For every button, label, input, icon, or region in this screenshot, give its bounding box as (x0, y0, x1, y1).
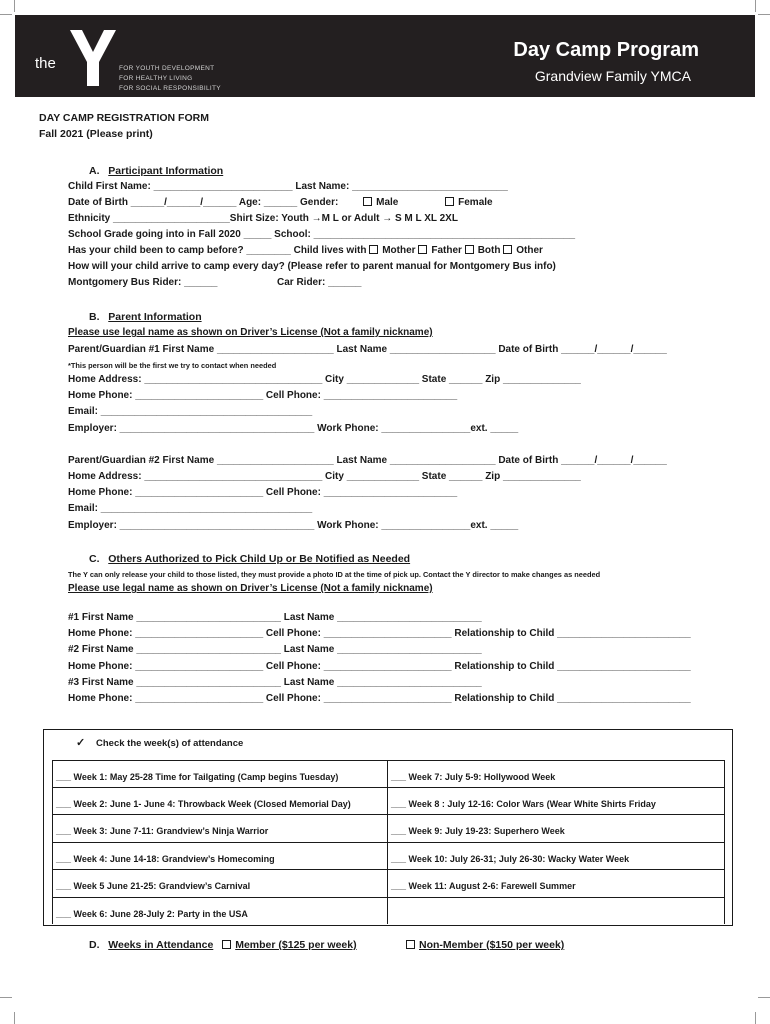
week-option[interactable]: ___ Week 3: June 7-11: Grandview’s Ninja Warrior (52, 814, 387, 842)
lives-with-mother[interactable]: Mother (369, 245, 415, 256)
week-option-empty (387, 897, 724, 925)
checkbox-icon[interactable] (369, 245, 378, 254)
dob-age-gender-line[interactable] (68, 197, 493, 209)
bus-rider-field[interactable]: Montgomery Bus Rider: ______ (68, 277, 218, 288)
nonmember-option[interactable]: Non-Member ($150 per week) (406, 939, 564, 951)
week-option[interactable]: ___ Week 11: August 2-6: Farewell Summer (387, 869, 724, 897)
crop-mark (14, 0, 15, 12)
guardian2-name-line[interactable]: Parent/Guardian #2 First Name _____________________ Last Name ___________________ Date of Birth ______/______/______ (68, 455, 667, 466)
member-option[interactable]: Member ($125 per week) (222, 939, 356, 951)
weeks-instruction: Check the week(s) of attendance (96, 738, 244, 749)
guardian2-employer-line[interactable]: Employer: ___________________________________ Work Phone: ________________ext. _____ (68, 520, 519, 531)
crop-mark (755, 1012, 756, 1024)
child-name-line[interactable]: Child First Name: _________________________ Last Name: ____________________________ (68, 181, 508, 192)
tagline-line: FOR YOUTH DEVELOPMENT (119, 65, 215, 72)
header-banner (15, 15, 755, 97)
guardian1-address-line[interactable]: Home Address: ________________________________ City _____________ State ______ Zip ______________ (68, 374, 581, 385)
checkbox-icon[interactable] (445, 197, 454, 206)
checkbox-icon[interactable] (222, 940, 231, 949)
checkbox-icon[interactable] (363, 197, 372, 206)
guardian1-phone-line[interactable]: Home Phone: _______________________ Cell Phone: ________________________ (68, 390, 458, 401)
week-option[interactable]: ___ Week 1: May 25-28 Time for Tailgating (Camp begins Tuesday) (52, 760, 387, 788)
section-d-heading (89, 939, 357, 951)
guardian1-employer-line[interactable]: Employer: ___________________________________ Work Phone: ________________ext. _____ (68, 423, 519, 434)
crop-mark (14, 1012, 15, 1024)
ethnicity-shirt-line[interactable]: Ethnicity _____________________Shirt Size: Youth →M L or Adult → S M L XL 2XL (68, 213, 458, 224)
crop-mark (758, 997, 770, 998)
section-title: Others Authorized to Pick Child Up or Be Notified as Needed (108, 553, 411, 565)
lives-with-other[interactable]: Other (503, 245, 543, 256)
camp-before-text: Has your child been to camp before? ________ Child lives with (68, 245, 367, 256)
crop-mark (755, 0, 756, 12)
week-option[interactable]: ___ Week 7: July 5-9: Hollywood Week (387, 760, 724, 788)
legal-name-note: Please use legal name as shown on Driver’s License (Not a family nickname) (68, 327, 433, 338)
lives-with-both[interactable]: Both (465, 245, 501, 256)
section-letter: A. (89, 165, 100, 177)
week-option[interactable]: ___ Week 6: June 28-July 2: Party in the USA (52, 897, 387, 925)
gender-male-option[interactable]: Male (363, 197, 398, 208)
dob-line-text: Date of Birth ______/______/______ Age: ______ Gender: (68, 197, 339, 208)
section-letter: D. (89, 939, 100, 951)
guardian1-name-line[interactable]: Parent/Guardian #1 First Name _____________________ Last Name ___________________ Date of Birth ______/______/______ (68, 344, 667, 355)
legal-name-note: Please use legal name as shown on Driver’s License (Not a family nickname) (68, 583, 433, 594)
arrival-question: How will your child arrive to camp every day? (Please refer to parent manual for Montgomery Bus info) (68, 261, 556, 272)
week-option[interactable]: ___ Week 4: June 14-18: Grandview’s Homecoming (52, 842, 387, 870)
form-subtitle: Fall 2021 (Please print) (39, 128, 153, 140)
tagline-line: FOR HEALTHY LIVING (119, 75, 193, 82)
car-rider-field[interactable]: Car Rider: ______ (277, 277, 362, 288)
section-letter: C. (89, 553, 100, 565)
week-option[interactable]: ___ Week 2: June 1- June 4: Throwback Week (Closed Memorial Day) (52, 787, 387, 815)
guardian1-email-line[interactable]: Email: ______________________________________ (68, 406, 313, 417)
contact3-phone-line[interactable]: Home Phone: _______________________ Cell Phone: _______________________ Relationship to Child ________________________ (68, 693, 691, 704)
section-title: Weeks in Attendance (108, 939, 214, 951)
contact3-name-line[interactable]: #3 First Name __________________________ Last Name __________________________ (68, 677, 482, 688)
section-a-heading (89, 165, 223, 177)
crop-mark (758, 14, 770, 15)
checkmark-icon: ✓ (76, 737, 86, 749)
section-letter: B. (89, 311, 100, 323)
week-option[interactable]: ___ Week 10: July 26-31; July 26-30: Wacky Water Week (387, 842, 724, 870)
tagline-line: FOR SOCIAL RESPONSIBILITY (119, 85, 221, 92)
guardian1-note: *This person will be the first we try to contact when needed (68, 361, 277, 370)
school-grade-line[interactable]: School Grade going into in Fall 2020 _____ School: _______________________________________________ (68, 229, 576, 240)
week-option[interactable]: ___ Week 9: July 19-23: Superhero Week (387, 814, 724, 842)
lives-with-father[interactable]: Father (418, 245, 462, 256)
checkbox-icon[interactable] (465, 245, 474, 254)
week-option[interactable]: ___ Week 5 June 21-25: Grandview’s Carnival (52, 869, 387, 897)
checkbox-icon[interactable] (406, 940, 415, 949)
week-option[interactable]: ___ Week 8 : July 12-16: Color Wars (Wear White Shirts Friday (387, 787, 724, 815)
page-subtitle: Grandview Family YMCA (534, 68, 691, 84)
section-c-heading (89, 553, 410, 565)
pickup-notice: The Y can only release your child to those listed, they must provide a photo ID at the time of pick up. Contact the Y director to make changes as needed (68, 570, 601, 579)
section-b-heading (89, 311, 202, 323)
section-title: Parent Information (108, 311, 202, 323)
guardian2-email-line[interactable]: Email: ______________________________________ (68, 503, 313, 514)
checkbox-icon[interactable] (503, 245, 512, 254)
page-title: Day Camp Program (513, 39, 699, 61)
ymca-logo-icon (68, 28, 118, 88)
guardian2-phone-line[interactable]: Home Phone: _______________________ Cell Phone: ________________________ (68, 487, 458, 498)
weeks-attendance-box (43, 729, 733, 926)
crop-mark (0, 14, 12, 15)
contact2-name-line[interactable]: #2 First Name __________________________ Last Name __________________________ (68, 644, 482, 655)
contact1-phone-line[interactable]: Home Phone: _______________________ Cell Phone: _______________________ Relationship to Child ________________________ (68, 628, 691, 639)
checkbox-icon[interactable] (418, 245, 427, 254)
crop-mark (0, 997, 12, 998)
section-title: Participant Information (108, 165, 224, 177)
contact1-name-line[interactable]: #1 First Name __________________________ Last Name __________________________ (68, 612, 482, 623)
guardian2-address-line[interactable]: Home Address: ________________________________ City _____________ State ______ Zip ______________ (68, 471, 581, 482)
weeks-grid (52, 760, 725, 924)
gender-female-option[interactable]: Female (445, 197, 492, 208)
contact2-phone-line[interactable]: Home Phone: _______________________ Cell Phone: _______________________ Relationship to Child ________________________ (68, 661, 691, 672)
camp-before-line[interactable] (68, 245, 543, 257)
form-title: DAY CAMP REGISTRATION FORM (39, 112, 209, 124)
logo-text: the (35, 55, 56, 72)
